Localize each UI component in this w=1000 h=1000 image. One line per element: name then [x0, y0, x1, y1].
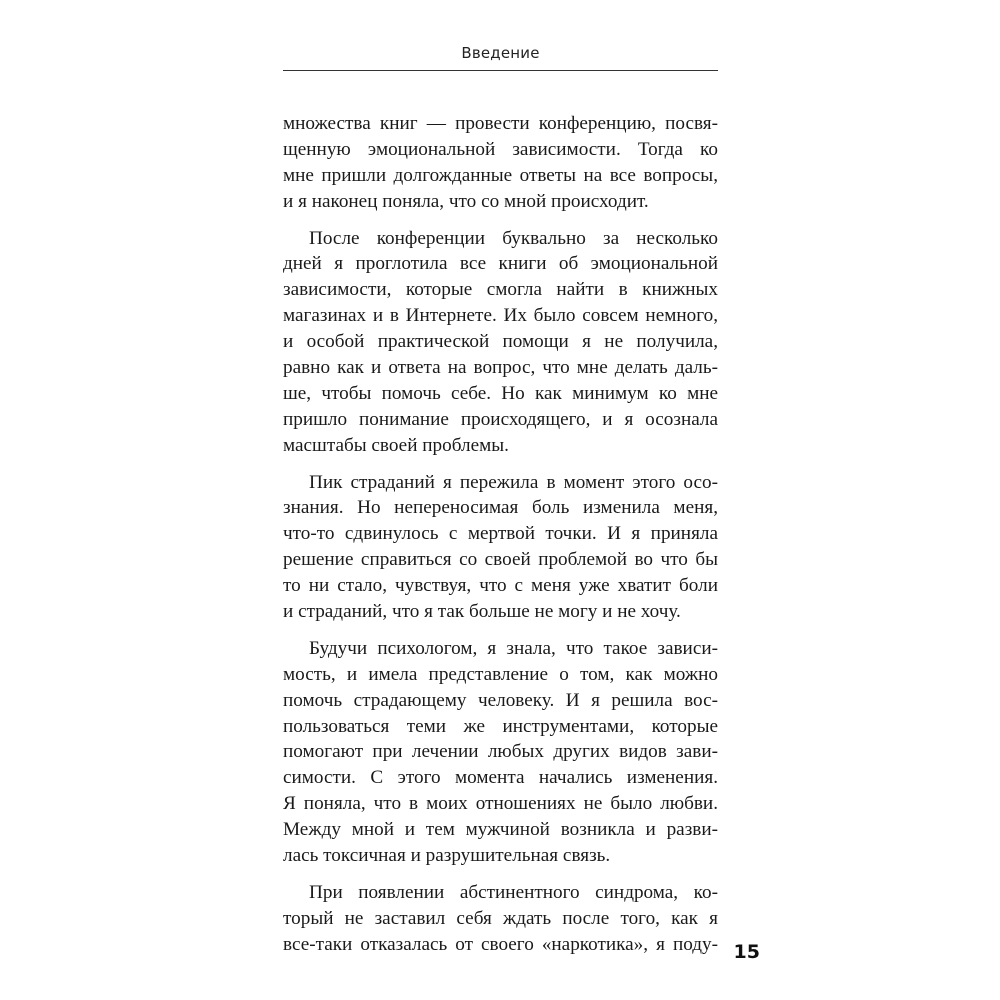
- text-line: ше, чтобы помочь себе. Но как минимум ко мне: [283, 382, 718, 404]
- text-line: мне пришли долгожданные ответы на все вопросы,: [283, 164, 718, 186]
- text-line: равно как и ответа на вопрос, что мне делать даль-: [283, 357, 718, 379]
- text-line: Я поняла, что в моих отношениях не было любви.: [283, 793, 718, 815]
- paragraph-4: [283, 636, 718, 869]
- text-line: магазинах и в Интернете. Их было совсем немного,: [283, 305, 718, 327]
- text-line: то ни стало, чувствуя, что с меня уже хватит боли: [283, 575, 718, 597]
- text-line: Пик страданий я пережила в момент этого осо-: [309, 471, 718, 493]
- text-line: все-таки отказалась от своего «наркотика», я поду-: [283, 933, 718, 955]
- text-line: мость, и имела представление о том, как можно: [283, 663, 718, 685]
- text-line: дней я проглотила все книги об эмоциональной: [283, 253, 718, 275]
- running-header: Введение: [461, 44, 540, 62]
- text-line: Между мной и тем мужчиной возникла и разви-: [283, 819, 718, 841]
- text-line: масштабы своей проблемы.: [283, 434, 509, 456]
- text-line: После конференции буквально за несколько: [309, 227, 718, 249]
- text-line: множества книг — провести конференцию, посвя-: [283, 113, 718, 134]
- body-text: [283, 111, 718, 969]
- text-line: помогают при лечении любых других видов зави-: [283, 741, 718, 763]
- text-line: зависимости, которые смогла найти в книжных: [283, 279, 718, 301]
- text-line: знания. Но непереносимая боль изменила меня,: [283, 497, 718, 519]
- text-line: щенную эмоциональной зависимости. Тогда ко: [283, 138, 718, 160]
- text-line: и страданий, что я так больше не могу и не хочу.: [283, 601, 681, 623]
- paragraph-1: [283, 111, 718, 215]
- text-line: пользоваться теми же инструментами, которые: [283, 715, 718, 737]
- page-number: 15: [733, 941, 760, 963]
- text-line: пришло понимание происходящего, и я осознала: [283, 408, 718, 430]
- paragraph-3: [283, 470, 718, 625]
- text-line: лась токсичная и разрушительная связь.: [283, 845, 611, 867]
- paragraph-2: [283, 226, 718, 459]
- text-line: решение справиться со своей проблемой во что бы: [283, 549, 718, 571]
- text-line: При появлении абстинентного синдрома, ко-: [309, 881, 718, 903]
- text-line: и особой практической помощи я не получила,: [283, 331, 718, 353]
- text-line: торый не заставил себя ждать после того, как я: [283, 907, 718, 929]
- paragraph-5: [283, 880, 718, 958]
- header-divider: [283, 70, 718, 71]
- text-line: симости. С этого момента начались изменения.: [283, 767, 718, 789]
- text-line: и я наконец поняла, что со мной происходит.: [283, 190, 649, 212]
- text-line: что-то сдвинулось с мертвой точки. И я приняла: [283, 523, 718, 545]
- text-line: помочь страдающему человеку. И я решила вос-: [283, 689, 718, 711]
- text-line: Будучи психологом, я знала, что такое зависи-: [309, 637, 718, 659]
